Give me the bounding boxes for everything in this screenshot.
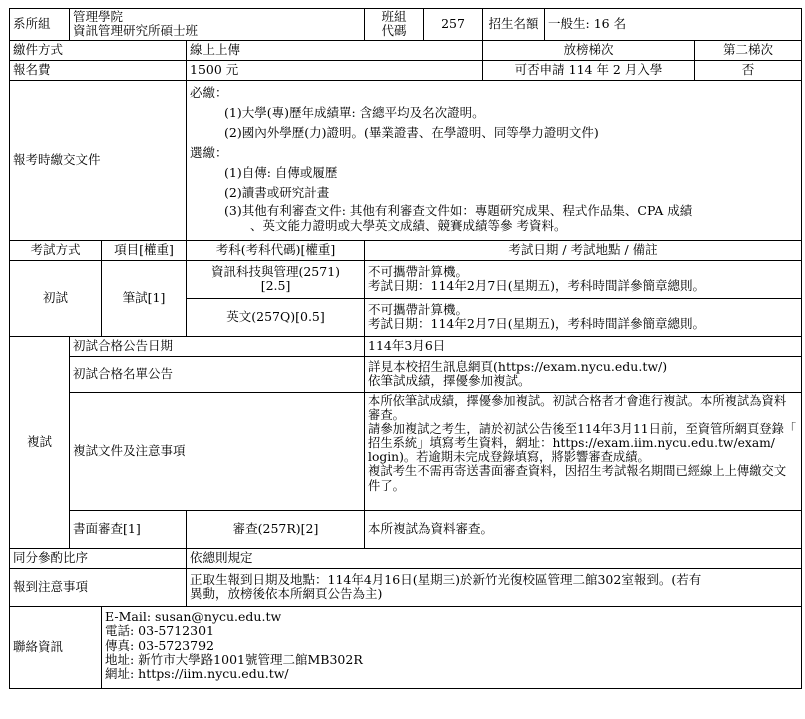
subject1-note2: 考試日期：114年2月7日(星期五)，考科時間詳參簡章總則。 — [368, 278, 706, 294]
exam-date-place-header: 考試日期 / 考試地點 / 備註 — [365, 240, 802, 260]
docs-value: 本所依筆試成績，擇優參加複試。初試合格者才會進行複試。本所複試為資料 審查。 請參加複試之考生，請於初試公告後至114年3月11日前，至資管所網頁登錄「 招生系統」填寫考生資料，網址：https://exam.iim.nycu.edu.tw/exam/ login)。若逾期未完成登錄填寫，將影響審查成績。 複試考生不需再寄送書面審查資料，因招生考試報名期間已經線上上傳繳交文 件了。 — [365, 392, 802, 510]
docs-label: 複試文件及注意事項 — [70, 392, 365, 510]
list-value-line1: 詳見本校招生訊息網頁(https://exam.nycu.edu.tw/) — [368, 358, 668, 374]
subject2-note2: 考試日期：114年2月7日(星期五)，考科時間詳參簡章總則。 — [368, 316, 706, 332]
release-value: 第二梯次 — [695, 40, 802, 60]
exam-header-row — [10, 240, 802, 260]
documents-content — [187, 80, 802, 240]
review-subject: 審查(257R)[2] — [187, 510, 365, 548]
second-exam-row-3 — [10, 392, 802, 510]
subject1-line2: [2.5] — [260, 278, 291, 294]
tie-label: 同分參酌比序 — [10, 548, 187, 568]
early-entry-label: 可否申請 114 年 2 月入學 — [483, 60, 695, 80]
header-row — [10, 9, 802, 41]
contact-fax: 傳真: 03-5723792 — [105, 637, 214, 653]
report-row — [10, 568, 802, 606]
release-label: 放榜梯次 — [483, 40, 695, 60]
optional-item-last-line2: 、英文能力證明或大學英文成績、競賽成績等參 考資料。 — [250, 217, 567, 233]
list-value-line2: 依筆試成績，擇優參加複試。 — [368, 373, 531, 389]
optional-item: (1)自傳: 自傳或履歷 — [224, 164, 338, 180]
tie-row — [10, 548, 802, 568]
contact-row — [10, 606, 802, 688]
payment-method-value: 線上上傳 — [187, 40, 483, 60]
payment-row — [10, 40, 802, 60]
exam-item-header: 項目[權重] — [102, 240, 187, 260]
documents-label: 報考時繳交文件 — [10, 80, 187, 240]
second-exam-row-4 — [10, 510, 802, 548]
first-exam-label: 初試 — [10, 260, 102, 336]
payment-method-label: 繳件方式 — [10, 40, 187, 60]
report-value-line2: 異動，放榜後依本所網頁公告為主) — [190, 586, 383, 602]
code-label-line1: 班組 — [381, 9, 407, 24]
review-note: 本所複試為資料審查。 — [365, 510, 802, 548]
first-exam-item: 筆試[1] — [102, 260, 187, 336]
optional-heading: 選繳： — [190, 144, 228, 160]
first-exam-note-1 — [365, 260, 802, 298]
fee-label: 報名費 — [10, 60, 187, 80]
admission-info-table — [9, 8, 802, 689]
code-label — [365, 9, 424, 41]
tie-value: 依總則規定 — [187, 548, 802, 568]
quota-label: 招生名額 — [483, 9, 545, 41]
second-exam-row-2 — [10, 356, 802, 392]
report-value-line1: 正取生報到日期及地點：114年4月16日(星期三)於新竹光復校區管理二館302室報到。(若有 — [190, 571, 702, 587]
fee-row — [10, 60, 802, 80]
contact-website: 網址: https://iim.nycu.edu.tw/ — [105, 666, 289, 682]
optional-item-last-line1: (3)其他有利審查文件: 其他有利審查文件如：專題研究成果、程式作品集、CPA 成績 — [224, 202, 693, 218]
contact-address: 地址: 新竹市大學路1001號管理二館MB302R — [105, 651, 363, 667]
exam-subject-header: 考科(考科代碼)[權重] — [187, 240, 365, 260]
dept-value-line1: 管理學院 — [73, 9, 124, 24]
contact-email: E-Mail: susan@nycu.edu.tw — [105, 608, 282, 624]
required-item: (1)大學(專)歷年成績單: 含總平均及名次證明。 — [224, 104, 485, 120]
first-exam-note-2 — [365, 298, 802, 336]
announce-date-label: 初試合格公告日期 — [70, 336, 365, 356]
contact-value — [102, 606, 802, 688]
list-label: 初試合格名單公告 — [70, 356, 365, 392]
subject2-note1: 不可攜帶計算機。 — [368, 301, 469, 317]
code-value: 257 — [424, 9, 483, 41]
first-exam-subject-2: 英文(257Q)[0.5] — [187, 298, 365, 336]
exam-method-header: 考試方式 — [10, 240, 102, 260]
first-exam-row-1 — [10, 260, 802, 298]
report-value — [187, 568, 802, 606]
code-label-line2: 代碼 — [381, 23, 407, 39]
announce-date-value: 114年3月6日 — [365, 336, 802, 356]
report-label: 報到注意事項 — [10, 568, 187, 606]
dept-value — [70, 9, 365, 41]
list-value — [365, 356, 802, 392]
documents-row — [10, 80, 802, 240]
dept-value-line2: 資訊管理研究所碩士班 — [73, 23, 199, 39]
early-entry-value: 否 — [695, 60, 802, 80]
second-exam-label: 複試 — [10, 336, 70, 548]
required-item: (2)國內外學歷(力)證明。(畢業證書、在學證明、同等學力證明文件) — [224, 124, 599, 140]
review-item: 書面審查[1] — [70, 510, 187, 548]
first-exam-subject-1 — [187, 260, 365, 298]
subject1-note1: 不可攜帶計算機。 — [368, 263, 469, 279]
subject1-line1: 資訊科技與管理(2571) — [210, 263, 341, 279]
contact-phone: 電話: 03-5712301 — [105, 623, 214, 639]
optional-item: (2)讀書或研究計畫 — [224, 184, 330, 200]
contact-label: 聯絡資訊 — [10, 606, 102, 688]
quota-value: 一般生: 16 名 — [545, 9, 802, 41]
dept-label: 系所組 — [10, 9, 70, 41]
fee-value: 1500 元 — [187, 60, 483, 80]
required-heading: 必繳： — [190, 84, 228, 100]
second-exam-row-1 — [10, 336, 802, 356]
